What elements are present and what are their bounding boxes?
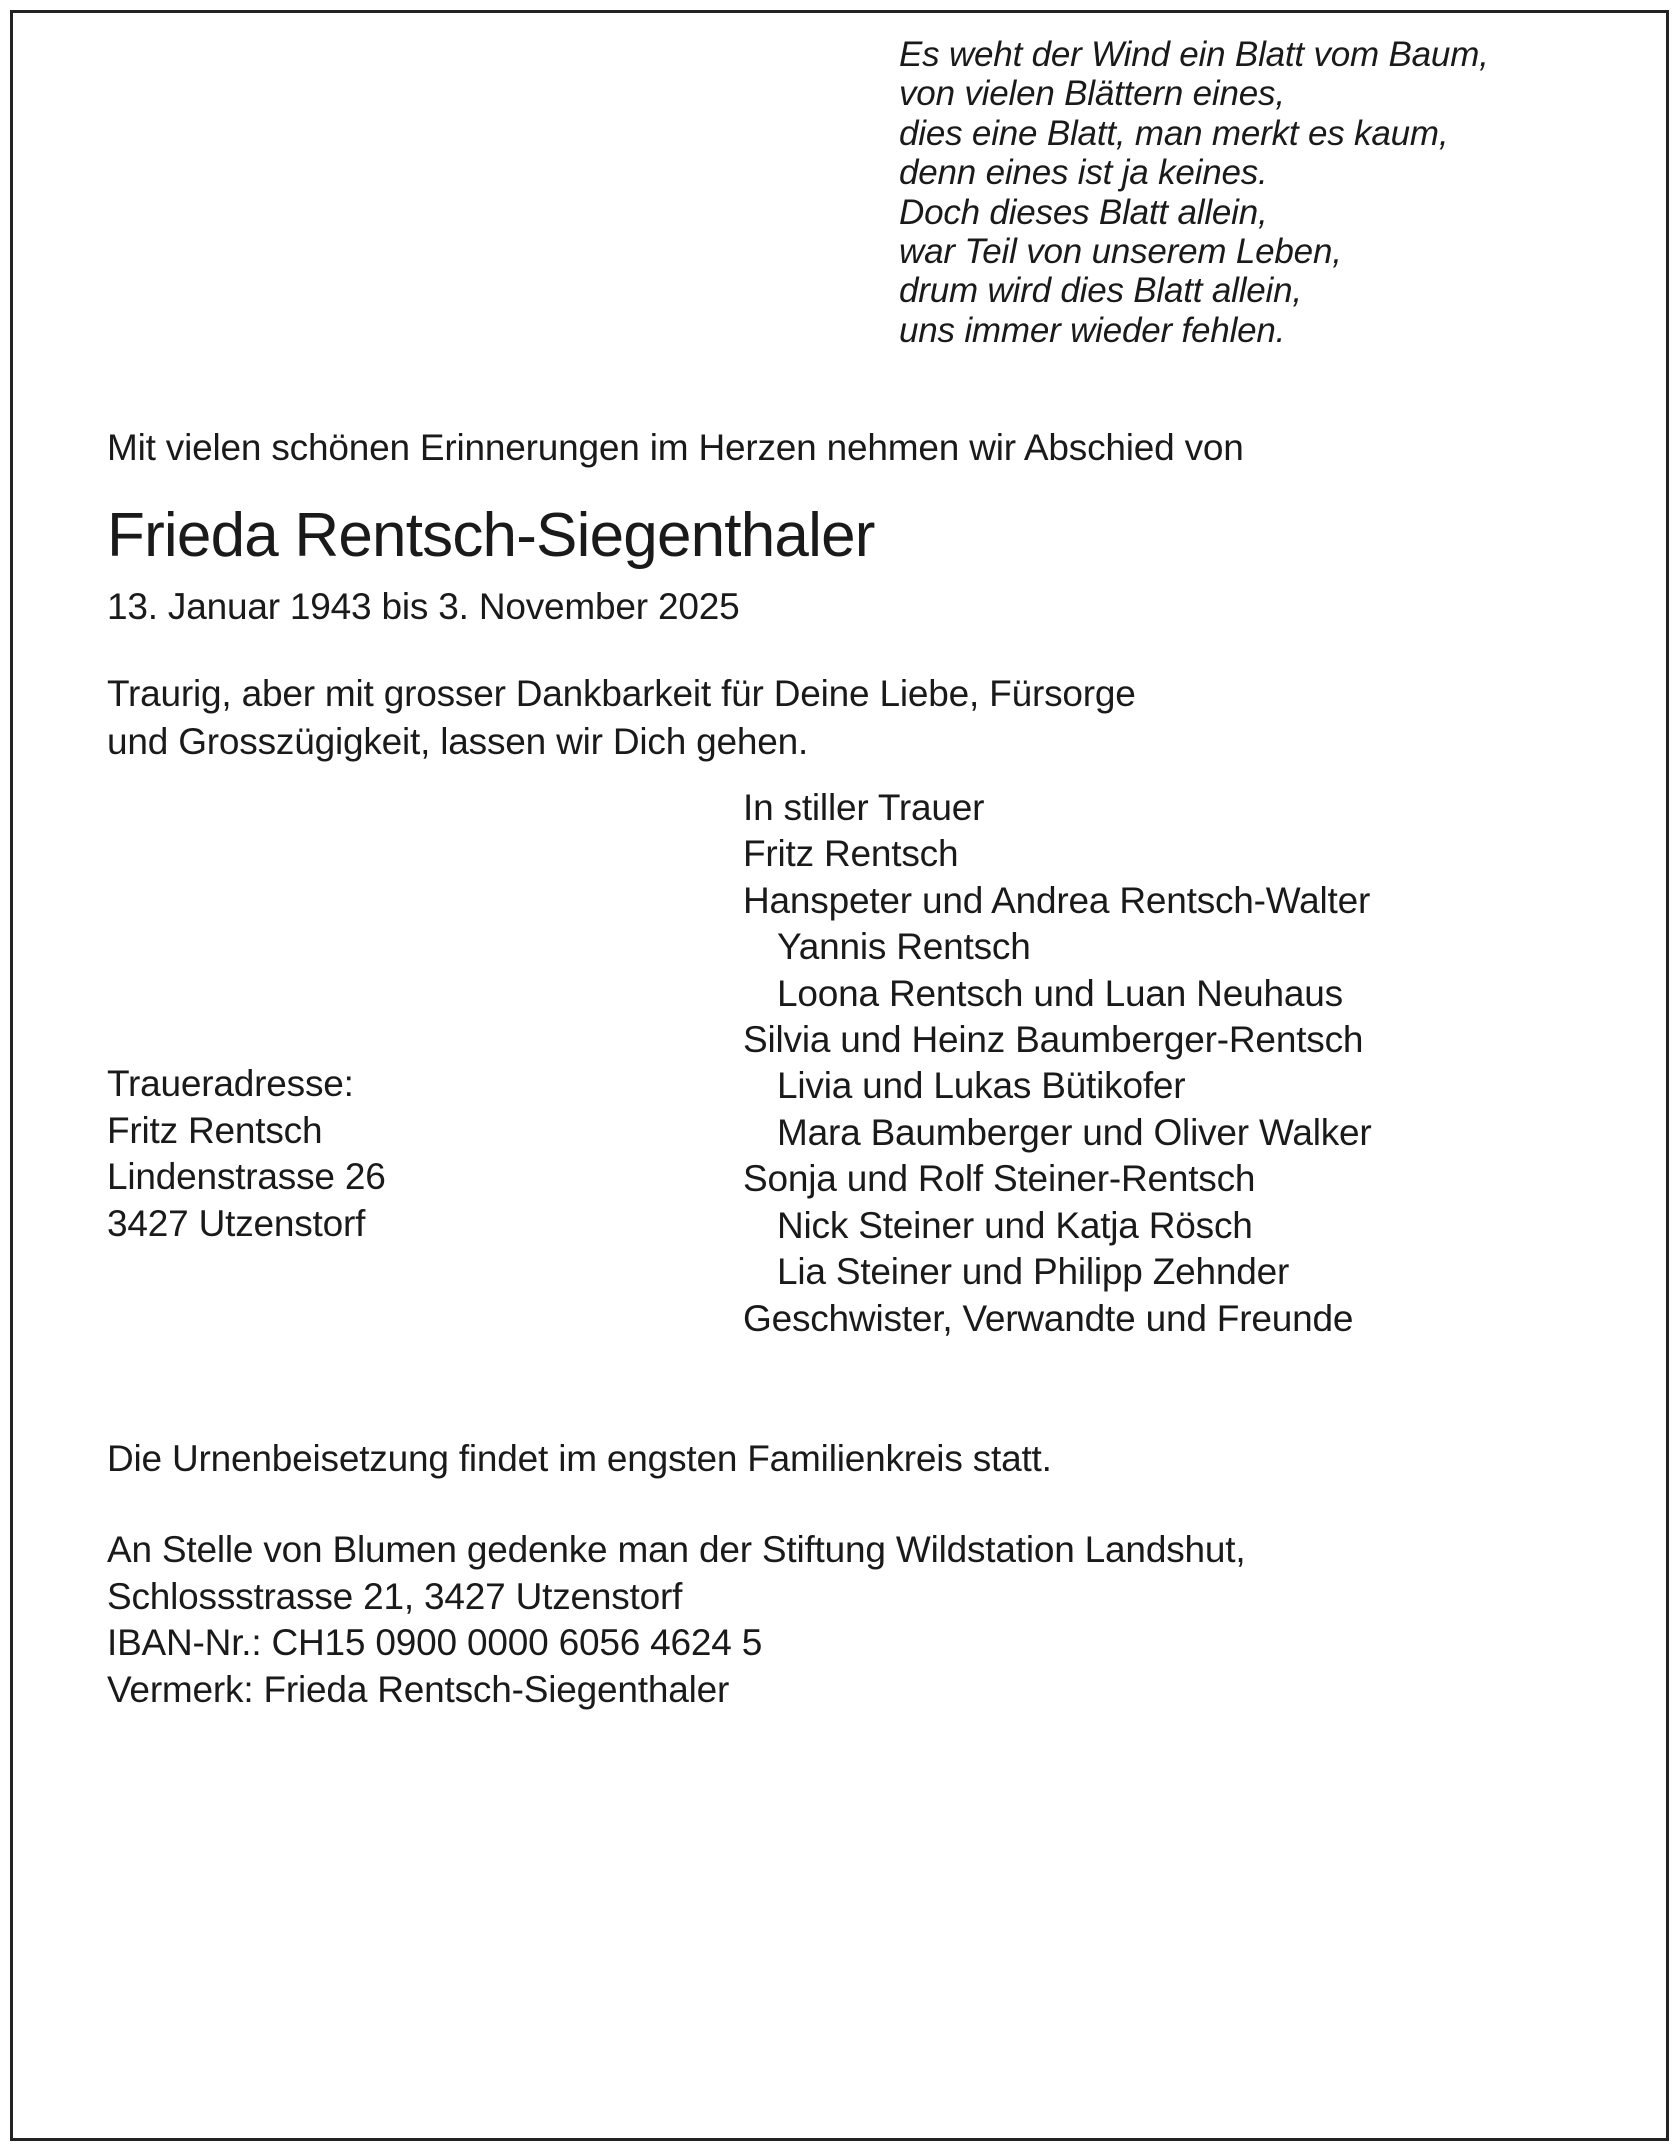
donation-address: Schlossstrasse 21, 3427 Utzenstorf bbox=[107, 1575, 683, 1617]
donation-iban: IBAN-Nr.: CH15 0900 0000 6056 4624 5 bbox=[107, 1622, 763, 1664]
poem-line: denn eines ist ja keines. bbox=[899, 153, 1268, 193]
mourner-line: Sonja und Rolf Steiner-Rentsch bbox=[743, 1158, 1256, 1200]
mourner-line: Yannis Rentsch bbox=[777, 926, 1031, 968]
address-label: Traueradresse: bbox=[107, 1062, 354, 1104]
mourners-list bbox=[743, 785, 1620, 1342]
poem-line: drum wird dies Blatt allein, bbox=[899, 271, 1302, 311]
obituary-border-frame bbox=[10, 10, 1669, 2141]
mourner-line: Lia Steiner und Philipp Zehnder bbox=[777, 1251, 1290, 1293]
mourning-address-block bbox=[107, 1061, 386, 1247]
mourner-line: Fritz Rentsch bbox=[743, 833, 959, 875]
mourner-line: Livia und Lukas Bütikofer bbox=[777, 1065, 1186, 1107]
mourner-line: In stiller Trauer bbox=[743, 786, 985, 828]
poem-line: war Teil von unserem Leben, bbox=[899, 231, 1342, 271]
mourner-line: Hanspeter und Andrea Rentsch-Walter bbox=[743, 879, 1371, 921]
donation-block bbox=[107, 1527, 1620, 1713]
address-street: Lindenstrasse 26 bbox=[107, 1156, 386, 1198]
address-city: 3427 Utzenstorf bbox=[107, 1202, 366, 1244]
burial-note: Die Urnenbeisetzung findet im engsten Familienkreis statt. bbox=[107, 1437, 1052, 1479]
mourner-line: Nick Steiner und Katja Rösch bbox=[777, 1204, 1253, 1246]
deceased-name: Frieda Rentsch-Siegenthaler bbox=[107, 500, 875, 570]
mourner-line: Mara Baumberger und Oliver Walker bbox=[777, 1111, 1372, 1153]
poem-line: von vielen Blättern eines, bbox=[899, 74, 1285, 114]
poem-line: dies eine Blatt, man merkt es kaum, bbox=[899, 113, 1449, 153]
donation-beneficiary: An Stelle von Blumen gedenke man der Stiftung Wildstation Landshut, bbox=[107, 1529, 1246, 1571]
mourner-line: Geschwister, Verwandte und Freunde bbox=[743, 1297, 1354, 1339]
poem-line: Doch dieses Blatt allein, bbox=[899, 192, 1268, 232]
deceased-life-dates: 13. Januar 1943 bis 3. November 2025 bbox=[107, 585, 740, 627]
poem-line: uns immer wieder fehlen. bbox=[899, 310, 1286, 350]
donation-reference: Vermerk: Frieda Rentsch-Siegenthaler bbox=[107, 1668, 730, 1710]
address-name: Fritz Rentsch bbox=[107, 1109, 323, 1151]
mourner-line: Silvia und Heinz Baumberger-Rentsch bbox=[743, 1019, 1364, 1061]
mourners-and-address-zone bbox=[107, 785, 1620, 1385]
memorial-poem bbox=[899, 35, 1620, 350]
obituary-content bbox=[13, 13, 1666, 2138]
gratitude-paragraph: Traurig, aber mit grosser Dankbarkeit für Deine Liebe, Fürsorge und Grosszügigkeit, lassen wir Dich gehen. bbox=[107, 673, 1136, 762]
farewell-lead-text: Mit vielen schönen Erinnerungen im Herzen nehmen wir Abschied von bbox=[107, 427, 1244, 468]
poem-line: Es weht der Wind ein Blatt vom Baum, bbox=[899, 35, 1489, 74]
mourner-line: Loona Rentsch und Luan Neuhaus bbox=[777, 972, 1343, 1014]
